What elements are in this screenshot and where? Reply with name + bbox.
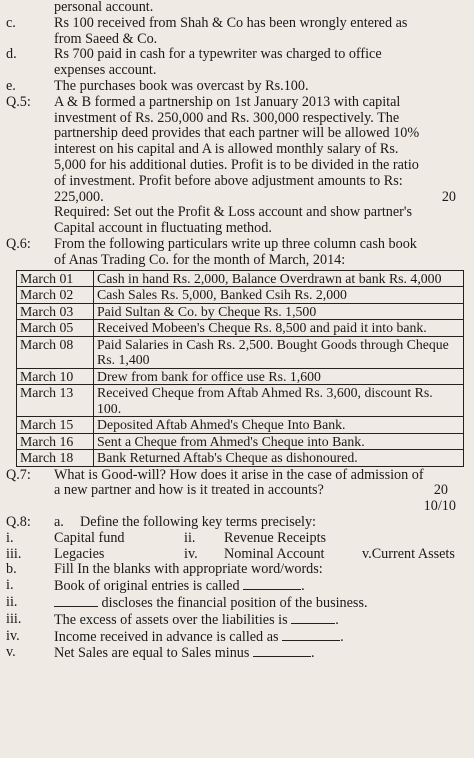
table-text: Paid Sultan & Co. by Cheque Rs. 1,500 (94, 303, 464, 320)
blank-before: Income received in advance is called as (54, 628, 279, 645)
table-text: Bank Returned Aftab's Cheque as dishonoured. (94, 450, 464, 467)
table-text: Cash Sales Rs. 5,000, Banked Csih Rs. 2,000 (94, 287, 464, 304)
q5-required: Required: Set out the Profit & Loss account and show partner's (54, 204, 412, 221)
table-date: March 01 (17, 270, 94, 287)
item-label: c. (6, 14, 16, 31)
blank-label: ii. (6, 593, 18, 610)
q6-line: From the following particulars write up three column cash book (54, 235, 417, 252)
error-item-d (6, 47, 468, 79)
term: v.Current Assets (362, 545, 455, 562)
q5-amount: 225,000. (54, 188, 104, 205)
q7-line: What is Good-will? How does it arise in the case of admission of (54, 466, 424, 483)
blank-line[interactable] (54, 595, 98, 607)
q7-line: a new partner and how is it treated in accounts? (54, 482, 324, 499)
blank-line[interactable] (291, 612, 335, 624)
q5-line: partnership deed provides that each partner will be allowed 10% (54, 125, 420, 142)
part-b-header (6, 562, 468, 578)
table-date: March 15 (17, 417, 94, 434)
blank-after: . (301, 578, 305, 595)
blank-item (6, 578, 468, 595)
table-row (17, 287, 464, 304)
q6-line: of Anas Trading Co. for the month of March, 2014: (54, 251, 346, 268)
q7-marks: 20 (433, 482, 448, 499)
question-6 (6, 237, 468, 269)
top-line: personal account. (54, 0, 154, 15)
table-row (17, 270, 464, 287)
blank-item (6, 645, 468, 662)
term: Legacies (54, 545, 105, 562)
blank-after: . (335, 611, 339, 628)
blank-after: discloses the financial position of the business. (101, 594, 368, 611)
blank-line[interactable] (282, 629, 340, 641)
table-date: March 16 (17, 433, 94, 450)
part-text: Define the following key terms precisely: (80, 513, 316, 530)
q5-line: interest on his capital and A is allowed monthly salary of Rs. (54, 141, 399, 158)
item-line: from Saeed & Co. (54, 30, 158, 47)
item-line: Rs 700 paid in cash for a typewriter was charged to office (54, 46, 382, 63)
table-text: Sent a Cheque from Ahmed's Cheque into Bank. (94, 433, 464, 450)
blank-label: iv. (6, 627, 20, 644)
q5-line: of investment. Profit before above adjustment amounts to Rs: (54, 172, 403, 189)
q7-marks-split: 10/10 (423, 498, 456, 515)
term: Nominal Account (224, 545, 325, 562)
blank-item (6, 595, 468, 612)
table-date: March 10 (17, 368, 94, 385)
table-date: March 13 (17, 385, 94, 417)
table-text: Received Mobeen's Cheque Rs. 8,500 and paid it into bank. (94, 320, 464, 337)
table-row (17, 303, 464, 320)
blank-label: v. (6, 644, 16, 661)
blank-item (6, 629, 468, 646)
table-date: March 02 (17, 287, 94, 304)
part-label: b. (6, 561, 17, 578)
table-row (17, 433, 464, 450)
q5-line: investment of Rs. 250,000 and Rs. 300,000 respectively. The (54, 109, 400, 126)
blank-after: . (340, 628, 344, 645)
term-label: iii. (6, 545, 22, 562)
table-text: Paid Salaries in Cash Rs. 2,500. Bought Goods through Cheque Rs. 1,400 (94, 336, 464, 368)
question-label: Q.7: (6, 466, 31, 483)
q5-marks: 20 (441, 188, 456, 205)
item-line: expenses account. (54, 62, 157, 79)
item-label: d. (6, 46, 17, 63)
question-8-header (6, 515, 468, 531)
terms-row (6, 531, 468, 547)
part-label: a. (54, 513, 64, 530)
table-date: March 18 (17, 450, 94, 467)
term-label: iv. (184, 545, 198, 562)
table-text: Deposited Aftab Ahmed's Cheque Into Bank. (94, 417, 464, 434)
table-row (17, 450, 464, 467)
table-row (17, 336, 464, 368)
table-date: March 08 (17, 336, 94, 368)
term-label: i. (6, 529, 14, 546)
table-text: Received Cheque from Aftab Ahmed Rs. 3,600, discount Rs. 100. (94, 385, 464, 417)
terms-row (6, 547, 468, 563)
blank-before: The excess of assets over the liabilities is (54, 611, 288, 628)
table-row (17, 368, 464, 385)
blank-label: i. (6, 577, 14, 594)
blank-line[interactable] (253, 645, 311, 657)
term-label: ii. (184, 529, 196, 546)
part-text: Fill In the blanks with appropriate word/words: (54, 561, 323, 578)
table-date: March 03 (17, 303, 94, 320)
q5-line: A & B formed a partnership on 1st January 2013 with capital (54, 93, 401, 110)
item-line: The purchases book was overcast by Rs.100. (54, 77, 309, 94)
question-5 (6, 95, 468, 237)
blank-before: Net Sales are equal to Sales minus (54, 645, 250, 662)
question-label: Q.8: (6, 513, 31, 530)
term: Revenue Receipts (224, 529, 327, 546)
item-line: Rs 100 received from Shah & Co has been wrongly entered as (54, 14, 408, 31)
blank-before: Book of original entries is called (54, 578, 240, 595)
q5-required: Capital account in fluctuating method. (54, 220, 272, 237)
table-text: Cash in hand Rs. 2,000, Balance Overdrawn at bank Rs. 4,000 (94, 270, 464, 287)
blank-item (6, 612, 468, 629)
question-label: Q.5: (6, 93, 31, 110)
table-row (17, 385, 464, 417)
item-label: e. (6, 77, 16, 94)
blank-line[interactable] (243, 578, 301, 590)
term: Capital fund (54, 529, 125, 546)
error-item-e (6, 79, 468, 95)
error-item-c (6, 16, 468, 48)
question-label: Q.6: (6, 235, 31, 252)
cash-book-table (16, 270, 464, 467)
table-date: March 05 (17, 320, 94, 337)
table-row (17, 320, 464, 337)
blank-after: . (310, 645, 315, 662)
blank-label: iii. (6, 610, 22, 627)
table-row (17, 417, 464, 434)
q5-line: 5,000 for his additional duties. Profit is to be divided in the ratio (54, 156, 419, 173)
table-text: Drew from bank for office use Rs. 1,600 (94, 368, 464, 385)
question-7 (6, 468, 468, 515)
